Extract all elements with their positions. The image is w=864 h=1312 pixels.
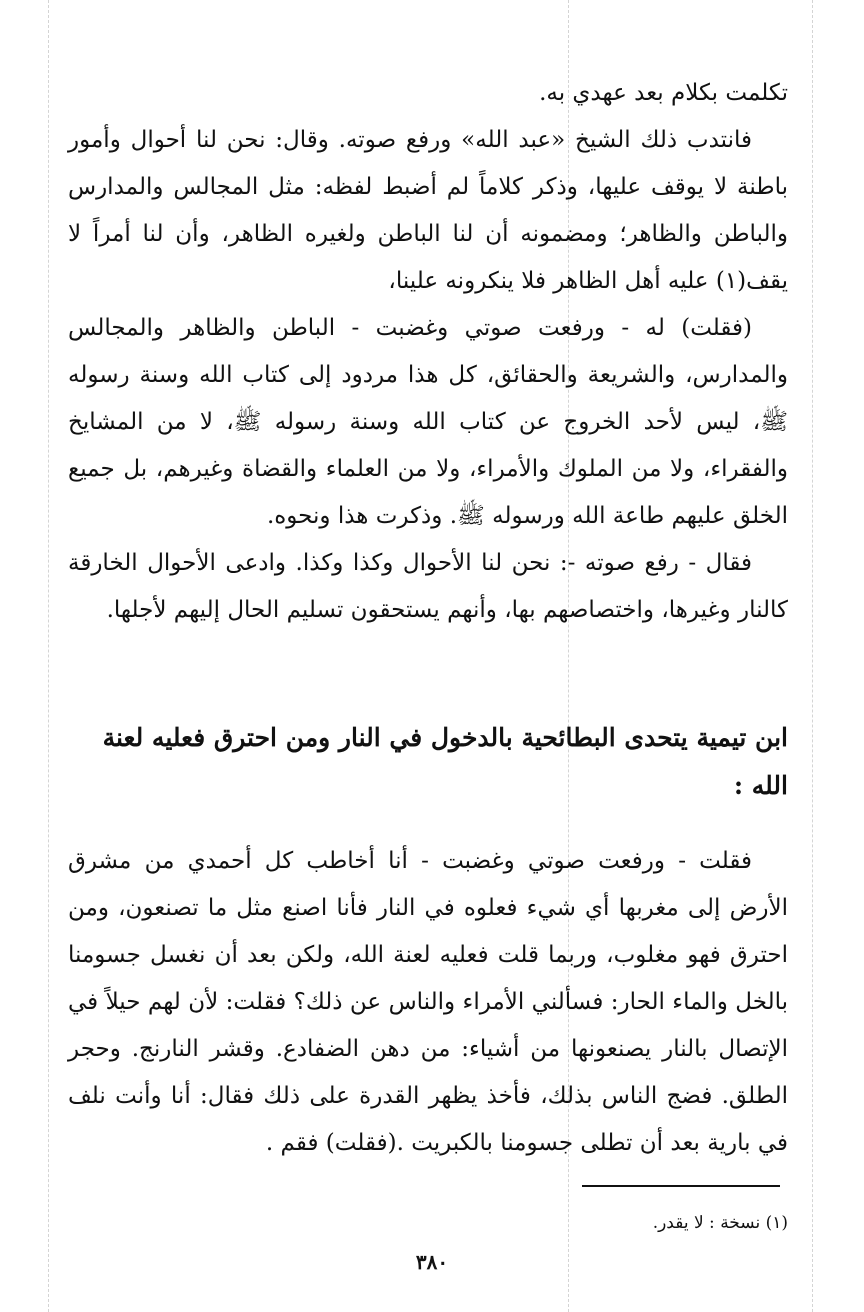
body-text-block: [68, 70, 788, 634]
section-heading: ابن تيمية يتحدى البطائحية بالدخول في النار ومن احترق فعليه لعنة الله :: [102, 723, 788, 800]
scan-guide-line: [48, 0, 49, 1312]
paragraph: فانتدب ذلك الشيخ «عبد الله» ورفع صوته. وقال: نحن لنا أحوال وأمور باطنة لا يوقف عليها، وذكر كلاماً لم أضبط لفظه: مثل المجالس والمدارس والباطن والظاهر؛ ومضمونه أن لنا الباطن ولغيره الظاهر، وأن لنا أمراً لا يقف(١) عليه أهل الظاهر فلا ينكرونه علينا،: [68, 127, 788, 294]
paragraph: تكلمت بكلام بعد عهدي به.: [539, 80, 788, 106]
scan-guide-line: [812, 0, 813, 1312]
footnote: (١) نسخة : لا يقدر.: [652, 1213, 788, 1233]
body-text-block: [68, 838, 788, 1167]
footnote-separator: [582, 1185, 780, 1187]
paragraph: (فقلت) له - ورفعت صوتي وغضبت - الباطن والظاهر والمجالس والمدارس، والشريعة والحقائق، كل هذا مردود إلى كتاب الله وسنة رسوله ﷺ، ليس لأحد الخروج عن كتاب الله وسنة رسوله ﷺ، لا من المشايخ والفقراء، ولا من الملوك والأمراء، ولا من العلماء والقضاة وغيرهم، بل جميع الخلق عليهم طاعة الله ورسوله ﷺ. وذكرت هذا ونحوه.: [68, 315, 788, 529]
page-number: ٣٨٠: [415, 1250, 449, 1274]
paragraph: فقلت - ورفعت صوتي وغضبت - أنا أخاطب كل أحمدي من مشرق الأرض إلى مغربها أي شيء فعلوه في النار فأنا اصنع مثل ما تصنعون، ومن احترق فهو مغلوب، وربما قلت فعليه لعنة الله، ولكن بعد أن نغسل جسومنا بالخل والماء الحار: فسألني الأمراء والناس عن ذلك؟ فقلت: لأن لهم حيلاً في الإتصال بالنار يصنعونها من أشياء: من دهن الضفادع. وقشر النارنج. وحجر الطلق. فضج الناس بذلك، فأخذ يظهر القدرة على ذلك فقال: أنا وأنت نلف في بارية بعد أن تطلى جسومنا بالكبريت .(فقلت) فقم .: [68, 848, 788, 1156]
paragraph: فقال - رفع صوته -: نحن لنا الأحوال وكذا وكذا. وادعى الأحوال الخارقة كالنار وغيرها، واختصاصهم بها، وأنهم يستحقون تسليم الحال إليهم لأجلها.: [68, 550, 788, 623]
